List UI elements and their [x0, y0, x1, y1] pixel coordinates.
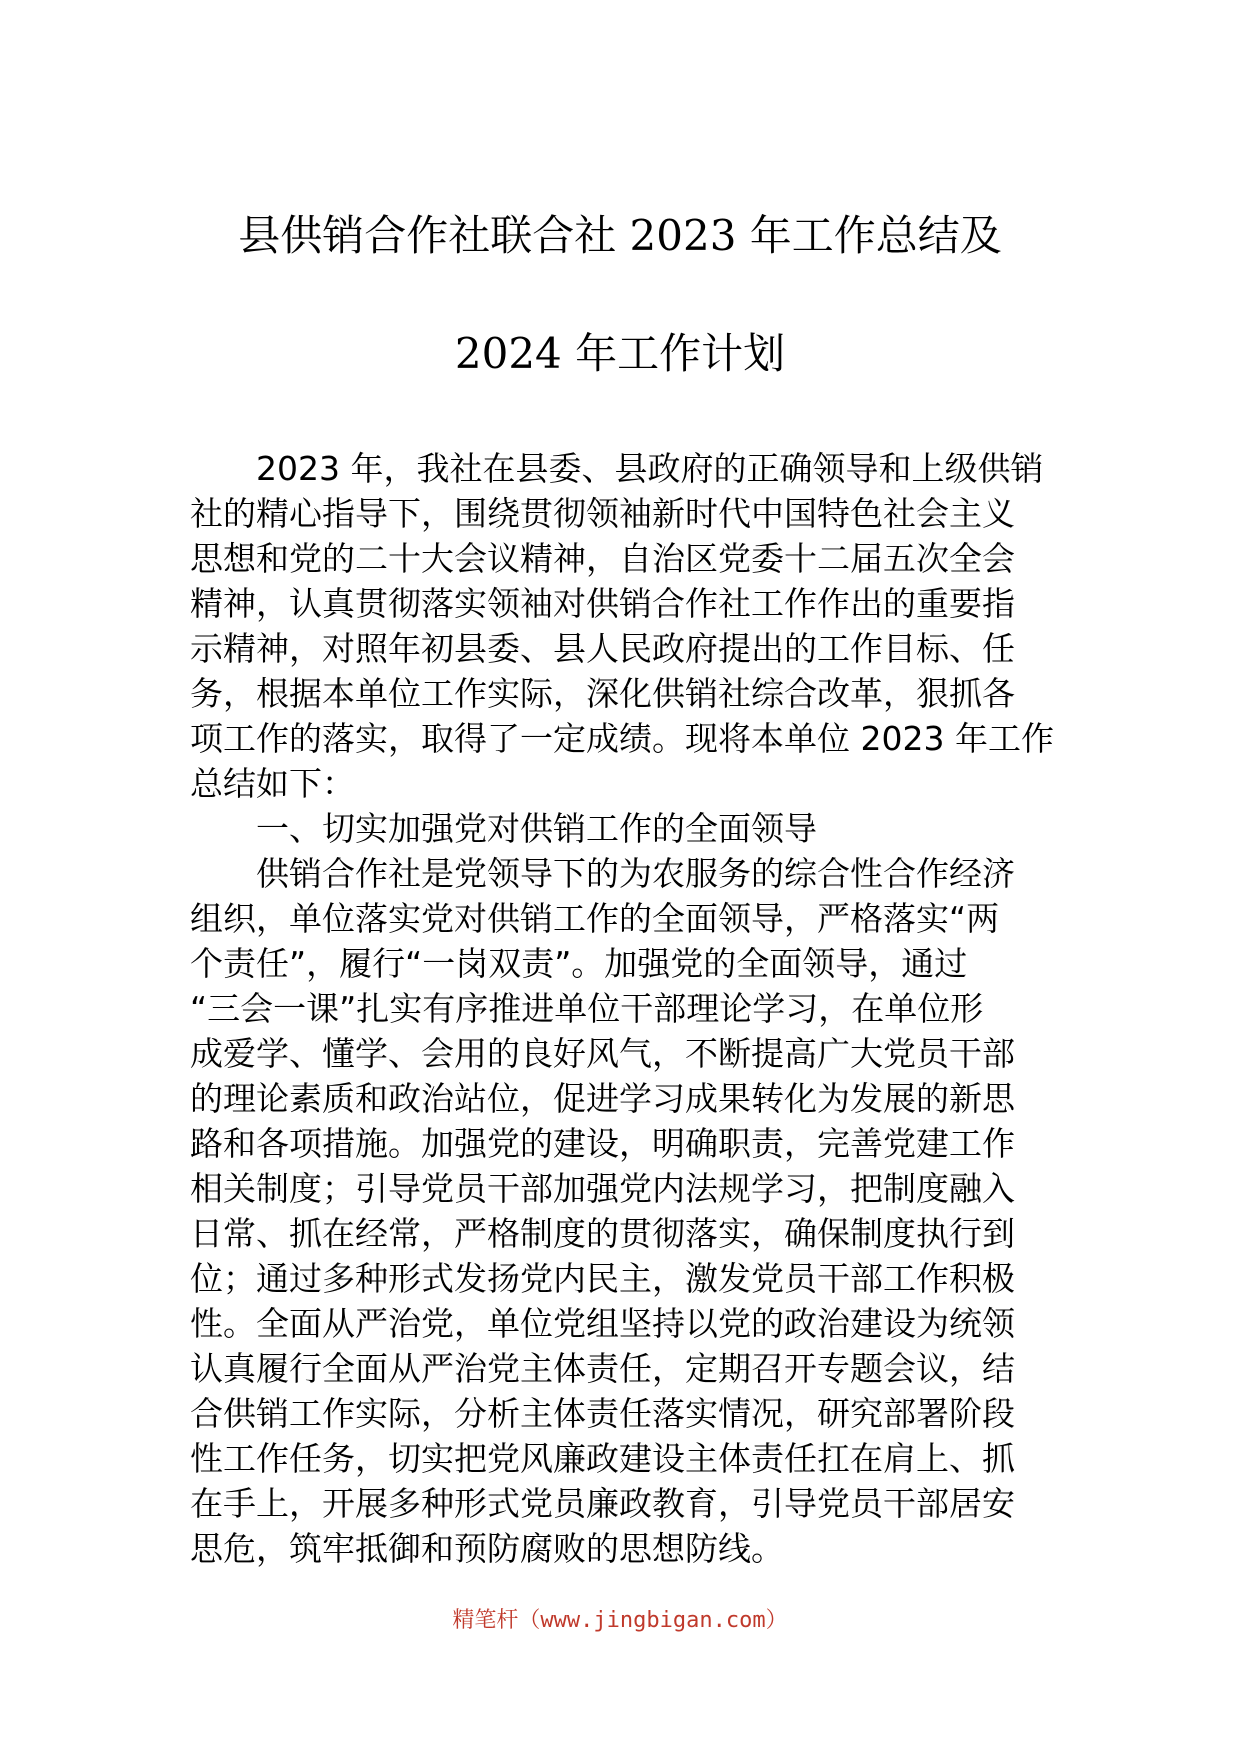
body-line: 路和各项措施。加强党的建设，明确职责，完善党建工作: [190, 1124, 1015, 1163]
body-line: 日常、抓在经常，严格制度的贯彻落实，确保制度执行到: [190, 1214, 1015, 1253]
footer-watermark[interactable]: 精笔杆（www.jingbigan.com）: [452, 1608, 788, 1633]
body-line: 思危，筑牢抵御和预防腐败的思想防线。: [190, 1529, 784, 1568]
section-heading: 一、切实加强党对供销工作的全面领导: [190, 809, 817, 848]
body-line: 的理论素质和政治站位，促进学习成果转化为发展的新思: [190, 1079, 1015, 1118]
document-title-line-1: 县供销合作社联合社 2023 年工作总结及: [238, 211, 1002, 260]
body-line: 2023 年，我社在县委、县政府的正确领导和上级供销: [190, 449, 1044, 488]
body-line: 成爱学、懂学、会用的良好风气，不断提高广大党员干部: [190, 1034, 1015, 1073]
body-line: 社的精心指导下，围绕贯彻领袖新时代中国特色社会主义: [190, 494, 1015, 533]
body-line: 组织，单位落实党对供销工作的全面领导，严格落实“两: [190, 899, 1000, 938]
body-line: 个责任”，履行“一岗双责”。加强党的全面领导，通过: [190, 944, 968, 983]
body-line: 认真履行全面从严治党主体责任，定期召开专题会议，结: [190, 1349, 1015, 1388]
body-line: 相关制度；引导党员干部加强党内法规学习，把制度融入: [190, 1169, 1015, 1208]
body-line: 总结如下：: [190, 764, 355, 803]
body-line: “三会一课”扎实有序推进单位干部理论学习，在单位形: [190, 989, 984, 1028]
body-line: 位；通过多种形式发扬党内民主，激发党员干部工作积极: [190, 1259, 1015, 1298]
body-line: 在手上，开展多种形式党员廉政教育，引导党员干部居安: [190, 1484, 1015, 1523]
body-line: 供销合作社是党领导下的为农服务的综合性合作经济: [190, 854, 1015, 893]
body-line: 思想和党的二十大会议精神，自治区党委十二届五次全会: [190, 539, 1015, 578]
body-line: 示精神，对照年初县委、县人民政府提出的工作目标、任: [190, 629, 1015, 668]
body-line: 性工作任务，切实把党风廉政建设主体责任扛在肩上、抓: [190, 1439, 1015, 1478]
body-line: 务，根据本单位工作实际，深化供销社综合改革，狠抓各: [190, 674, 1015, 713]
document-title-line-2: 2024 年工作计划: [454, 329, 786, 378]
body-line: 性。全面从严治党，单位党组坚持以党的政治建设为统领: [190, 1304, 1015, 1343]
body-line: 精神，认真贯彻落实领袖对供销合作社工作作出的重要指: [190, 584, 1015, 623]
body-line: 合供销工作实际，分析主体责任落实情况，研究部署阶段: [190, 1394, 1015, 1433]
document-body: [190, 446, 1055, 1571]
body-line: 项工作的落实，取得了一定成绩。现将本单位 2023 年工作: [190, 719, 1054, 758]
